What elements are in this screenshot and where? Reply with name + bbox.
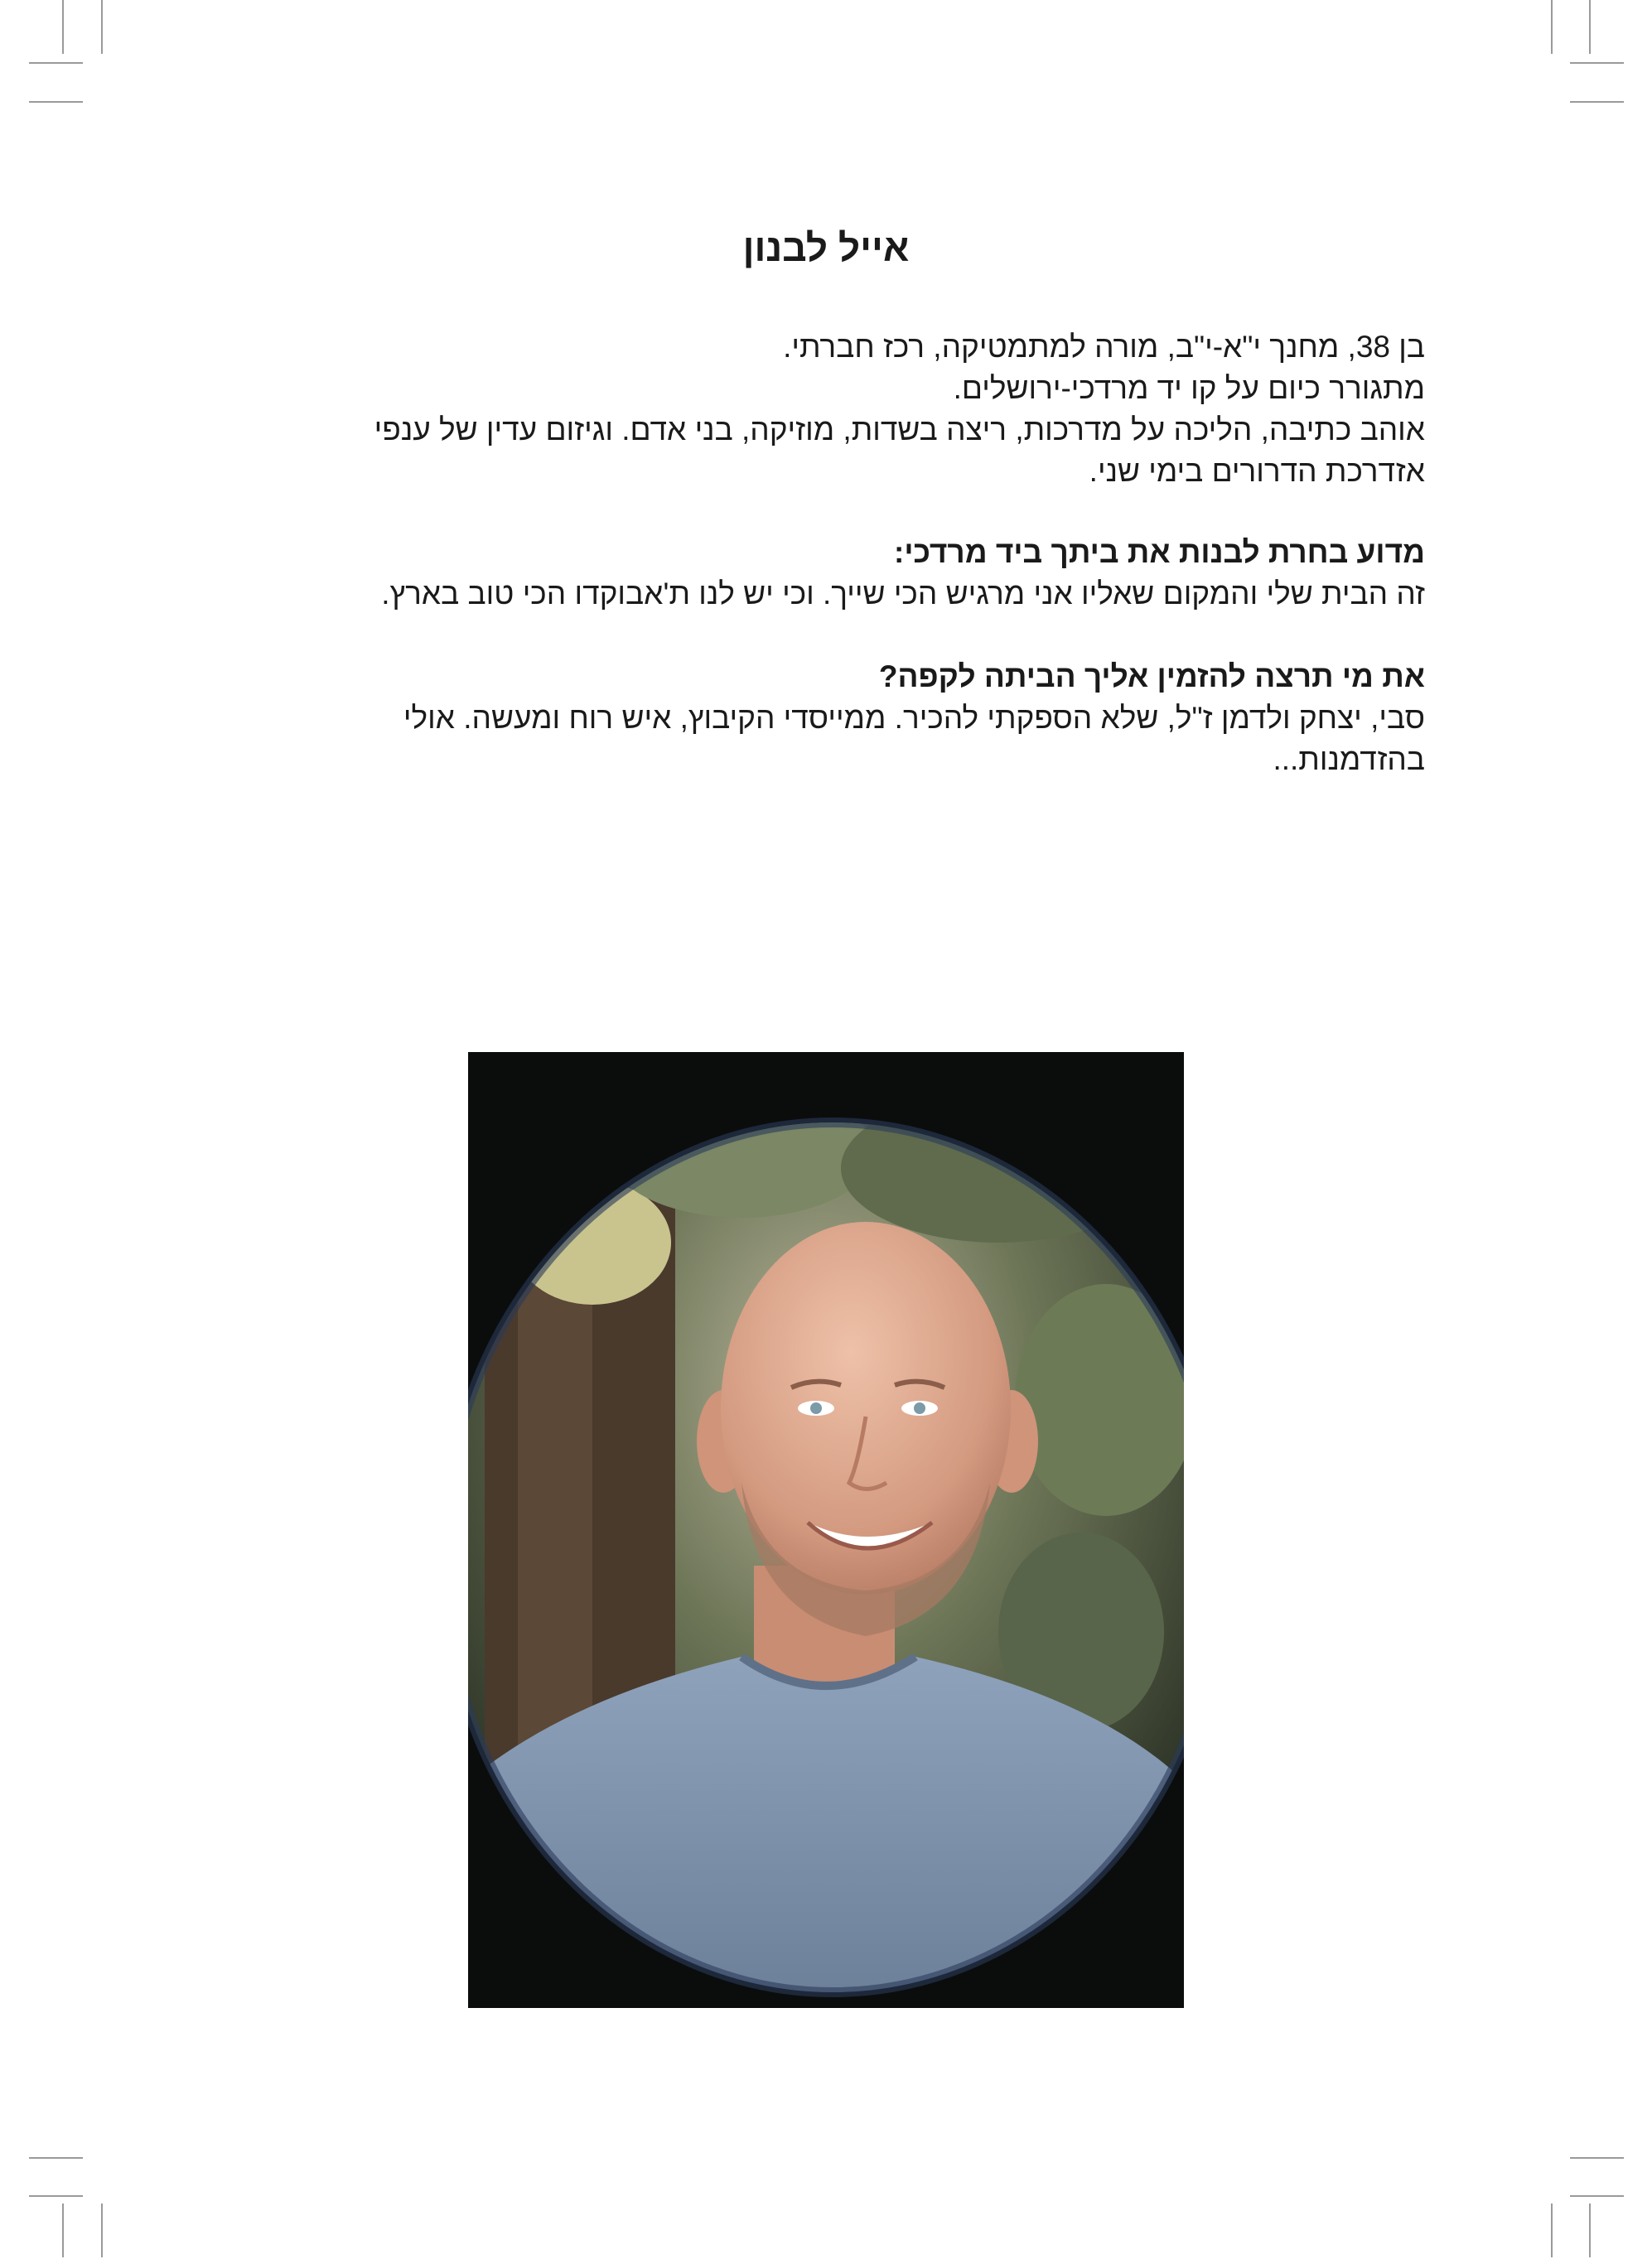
portrait-illustration xyxy=(468,1052,1184,2008)
section-heading: את מי תרצה להזמין אליך הביתה לקפה? xyxy=(878,659,1425,693)
crop-mark xyxy=(29,101,83,103)
crop-mark xyxy=(1589,2203,1591,2257)
section-coffee-guest xyxy=(224,656,1425,780)
section-line: בהזדמנות... xyxy=(1273,742,1425,776)
crop-mark xyxy=(101,0,103,54)
crop-mark xyxy=(101,2203,103,2257)
bio-line: בן 38, מחנך י"א-י"ב, מורה למתמטיקה, רכז חברתי. xyxy=(783,330,1425,364)
bio-line: אוהב כתיבה, הליכה על מדרכות, ריצה בשדות, מוזיקה, בני אדם. וגיזום עדין של ענפי xyxy=(374,413,1425,446)
crop-mark xyxy=(1551,2203,1553,2257)
crop-mark xyxy=(1570,62,1624,64)
portrait-photo xyxy=(468,1052,1184,2008)
crop-mark xyxy=(62,0,64,54)
crop-mark xyxy=(1570,2195,1624,2197)
bio-paragraph xyxy=(224,326,1425,492)
crop-mark xyxy=(1589,0,1591,54)
crop-mark xyxy=(1570,2157,1624,2159)
crop-mark xyxy=(29,62,83,64)
crop-mark xyxy=(29,2157,83,2159)
crop-mark xyxy=(29,2195,83,2197)
crop-mark xyxy=(62,2203,64,2257)
section-line: סבי, יצחק ולדמן ז"ל, שלא הספקתי להכיר. ממייסדי הקיבוץ, איש רוח ומעשה. אולי xyxy=(403,701,1425,735)
crop-mark xyxy=(1570,101,1624,103)
section-why-build-home xyxy=(224,532,1425,615)
bio-line: מתגורר כיום על קו יד מרדכי-ירושלים. xyxy=(953,371,1425,405)
section-line: זה הבית שלי והמקום שאליו אני מרגיש הכי שייך. וכי יש לנו ת'אבוקדו הכי טוב בארץ. xyxy=(381,577,1425,611)
bio-line: אזדרכת הדרורים בימי שני. xyxy=(1089,454,1425,488)
crop-mark xyxy=(1551,0,1553,54)
section-heading: מדוע בחרת לבנות את ביתך ביד מרדכי: xyxy=(894,535,1425,569)
page-title: אייל לבנון xyxy=(742,226,910,269)
